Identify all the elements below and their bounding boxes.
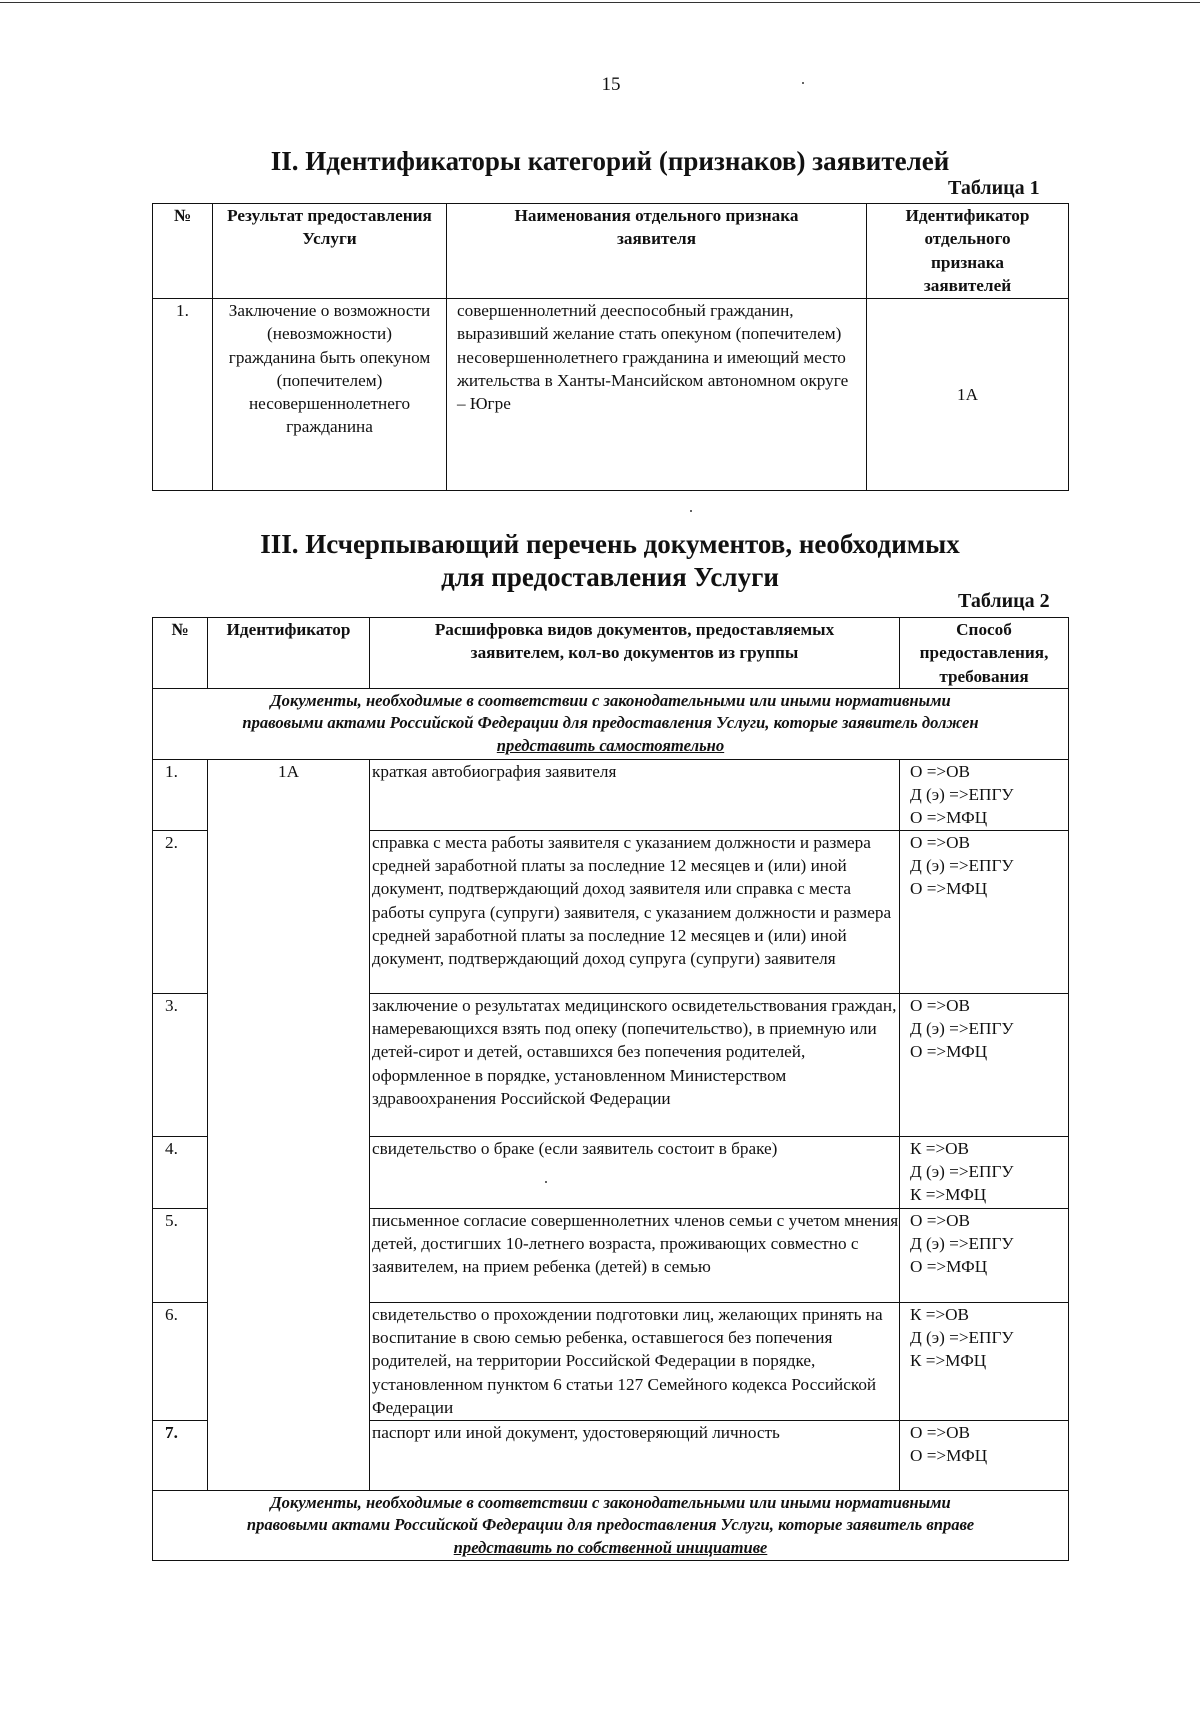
- method-line: О =>ОВ: [910, 1210, 970, 1230]
- header-document-description: Расшифровка видов документов, предоставляемых заявителем, кол-во документов из группы: [370, 618, 900, 689]
- row-number: 3.: [153, 993, 208, 1136]
- row-number: 1.: [153, 299, 213, 491]
- group-heading-row: [153, 1490, 1069, 1561]
- header-result: Результат предоставления Услуги: [213, 204, 447, 299]
- method-line: Д (э) =>ЕПГУ: [910, 785, 1014, 805]
- method-line: Д (э) =>ЕПГУ: [910, 856, 1014, 876]
- document-cell: справка с места работы заявителя с указанием должности и размера средней заработной платы за последние 12 месяцев и (или) иной документ, подтверждающий доход заявителя или справка с места работы супруга (супруги) заявителя, с указанием должности и размера средней заработной платы за последние 12 месяцев и (или) иной документ, подтверждающий доход супруга (супруги) заявителя: [370, 830, 900, 993]
- group-heading-line: Документы, необходимые в соответствии с законодательными или иными нормативными: [270, 1492, 951, 1512]
- row-number: 6.: [153, 1302, 208, 1420]
- scan-speck: [802, 82, 804, 84]
- identifier-cell: 1А: [208, 759, 370, 1490]
- method-line: Д (э) =>ЕПГУ: [910, 1234, 1014, 1254]
- table-1-label: Таблица 1: [948, 177, 1040, 199]
- identifier-cell: 1А: [867, 299, 1069, 491]
- page-number: 15: [601, 74, 621, 95]
- document-cell: свидетельство о прохождении подготовки лиц, желающих принять на воспитание в свою семью ребенка, оставшегося без попечения родителей, на территории Российской Федерации в порядке, установленном пунктом 6 статьи 127 Семейного кодекса Российской Федерации: [370, 1302, 900, 1420]
- method-line: О =>ОВ: [910, 832, 970, 852]
- method-line: О =>МФЦ: [910, 808, 988, 828]
- method-cell: [900, 1136, 1069, 1208]
- row-number: 4.: [153, 1136, 208, 1208]
- section-3-title: [0, 528, 1200, 594]
- method-line: О =>ОВ: [910, 1422, 970, 1442]
- method-line: Д (э) =>ЕПГУ: [910, 1162, 1014, 1182]
- group-heading-line: представить по собственной инициативе: [453, 1537, 768, 1557]
- method-line: К =>ОВ: [910, 1138, 970, 1158]
- scan-top-border: [0, 2, 1200, 3]
- scan-speck: [690, 510, 692, 512]
- table-1: [152, 203, 1069, 491]
- group-heading-line: Документы, необходимые в соответствии с законодательными или иными нормативными: [270, 690, 951, 710]
- section-2-title: II. Идентификаторы категорий (признаков) заявителей: [270, 146, 950, 176]
- document-cell: письменное согласие совершеннолетних членов семьи с учетом мнения детей, достигших 10-летнего возраста, проживающих совместно с заявителем, на прием ребенка (детей) в семью: [370, 1208, 900, 1302]
- header-submission-method: Способ предоставления, требования: [900, 618, 1069, 689]
- table-2: [152, 617, 1069, 1561]
- header-identifier: Идентификатор: [208, 618, 370, 689]
- table-1-header-row: [153, 204, 1069, 299]
- group-heading-mandatory: [153, 688, 1069, 759]
- method-line: О =>ОВ: [910, 995, 970, 1015]
- table-2-label: Таблица 2: [958, 590, 1050, 612]
- table-2-header-row: [153, 618, 1069, 689]
- header-number: №: [153, 204, 213, 299]
- method-line: Д (э) =>ЕПГУ: [910, 1019, 1014, 1039]
- row-number: 1.: [153, 759, 208, 830]
- header-number: №: [153, 618, 208, 689]
- row-number: 7.: [153, 1420, 208, 1490]
- method-line: К =>МФЦ: [910, 1185, 987, 1205]
- table-row: [153, 299, 1069, 491]
- method-line: О =>МФЦ: [910, 879, 988, 899]
- header-feature-name: Наименования отдельного признака заявителя: [447, 204, 867, 299]
- group-heading-line: правовыми актами Российской Федерации для предоставления Услуги, которые заявитель должен: [242, 713, 979, 733]
- row-number: 2.: [153, 830, 208, 993]
- table-row: [153, 759, 1069, 830]
- method-cell: [900, 759, 1069, 830]
- document-cell: заключение о результатах медицинского освидетельствования граждан, намеревающихся взять под опеку (попечительство), в приемную или детей-сирот и детей, оставшихся без попечения родителей, оформленное в порядке, установленном Министерством здравоохранения Российской Федерации: [370, 993, 900, 1136]
- method-line: О =>ОВ: [910, 761, 970, 781]
- method-cell: [900, 1420, 1069, 1490]
- method-line: К =>МФЦ: [910, 1351, 987, 1371]
- document-cell: свидетельство о браке (если заявитель состоит в браке): [370, 1136, 900, 1208]
- section-3-title-line-1: III. Исчерпывающий перечень документов, необходимых: [260, 529, 960, 559]
- header-feature-identifier: Идентификатор отдельного признака заявителей: [867, 204, 1069, 299]
- group-heading-line: представить самостоятельно: [496, 735, 725, 755]
- section-3-title-line-2: для предоставления Услуги: [441, 562, 779, 592]
- group-heading-line: правовыми актами Российской Федерации для предоставления Услуги, которые заявитель вправе: [246, 1515, 975, 1535]
- method-cell: [900, 1302, 1069, 1420]
- method-line: О =>МФЦ: [910, 1042, 988, 1062]
- method-line: О =>МФЦ: [910, 1446, 988, 1466]
- document-cell: паспорт или иной документ, удостоверяющий личность: [370, 1420, 900, 1490]
- row-number: 5.: [153, 1208, 208, 1302]
- group-heading-optional: [153, 1490, 1069, 1561]
- method-cell: [900, 993, 1069, 1136]
- method-line: О =>МФЦ: [910, 1257, 988, 1277]
- document-cell: краткая автобиография заявителя: [370, 759, 900, 830]
- method-line: К =>ОВ: [910, 1304, 970, 1324]
- result-cell: Заключение о возможности (невозможности) гражданина быть опекуном (попечителем) несовершеннолетнего гражданина: [213, 299, 447, 491]
- method-line: Д (э) =>ЕПГУ: [910, 1328, 1014, 1348]
- group-heading-row: [153, 688, 1069, 759]
- method-cell: [900, 830, 1069, 993]
- feature-cell: совершеннолетний дееспособный гражданин, выразивший желание стать опекуном (попечителем) несовершеннолетнего гражданина и имеющий место жительства в Ханты-Мансийском автономном округе – Югре: [447, 299, 867, 491]
- method-cell: [900, 1208, 1069, 1302]
